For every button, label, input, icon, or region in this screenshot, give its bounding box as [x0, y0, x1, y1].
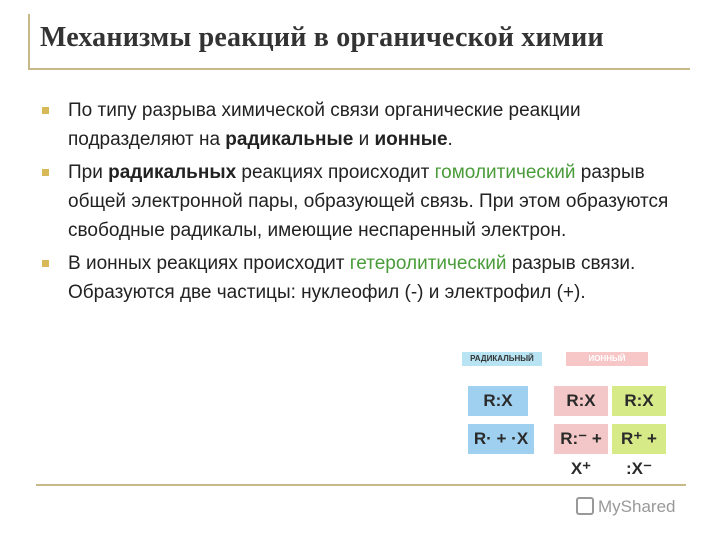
bullet-text: и [353, 129, 375, 150]
radical-bond-box: R:X [468, 386, 528, 416]
bullet-text: разрыв связи. Образуются две частицы: нуклеофил (-) и электрофил (+). [68, 253, 636, 303]
bullet-marker-icon [42, 169, 49, 176]
bullet-item [40, 96, 680, 154]
site-logo[interactable] [576, 494, 675, 517]
bullet-marker-icon [42, 260, 49, 267]
bullet-list [40, 96, 680, 311]
ionic-products-box-right: R⁺ + :X⁻ [612, 424, 666, 454]
radical-products-box: R· + ·X [468, 424, 534, 454]
bullet-item [40, 249, 680, 307]
bullet-marker-icon [42, 107, 49, 114]
label-radical: РАДИКАЛЬНЫЙ [462, 352, 542, 366]
label-ionic: ИОННЫЙ [566, 352, 648, 366]
slide-title: Механизмы реакций в органической химии [40, 22, 604, 53]
bond-cleavage-diagram [462, 352, 682, 478]
bullet-text: При [68, 162, 109, 183]
bullet-text: реакциях происходит [236, 162, 435, 183]
bullet-bold: радикальные [225, 129, 354, 150]
ionic-bond-box-right: R:X [612, 386, 666, 416]
ionic-products-box-left: R:⁻ + X⁺ [554, 424, 608, 454]
bullet-highlight: гомолитический [434, 162, 576, 183]
bullet-bold: ионные [374, 129, 448, 150]
bullet-text: По типу разрыва химической связи органические реакции подразделяют на [68, 100, 581, 150]
logo-icon [576, 497, 594, 515]
bullet-bold: радикальных [108, 162, 237, 183]
bullet-text: разрыв общей электронной пары, образующей связь. При этом образуются свободные радикалы, имеющие неспаренный электрон. [68, 162, 669, 241]
ionic-bond-box-left: R:X [554, 386, 608, 416]
logo-text: MyShared [598, 497, 676, 516]
bullet-item [40, 158, 680, 245]
bullet-text: В ионных реакциях происходит [68, 253, 350, 274]
bullet-text: . [447, 129, 453, 150]
bullet-highlight: гетеролитический [349, 253, 507, 274]
footer-divider [36, 484, 686, 486]
